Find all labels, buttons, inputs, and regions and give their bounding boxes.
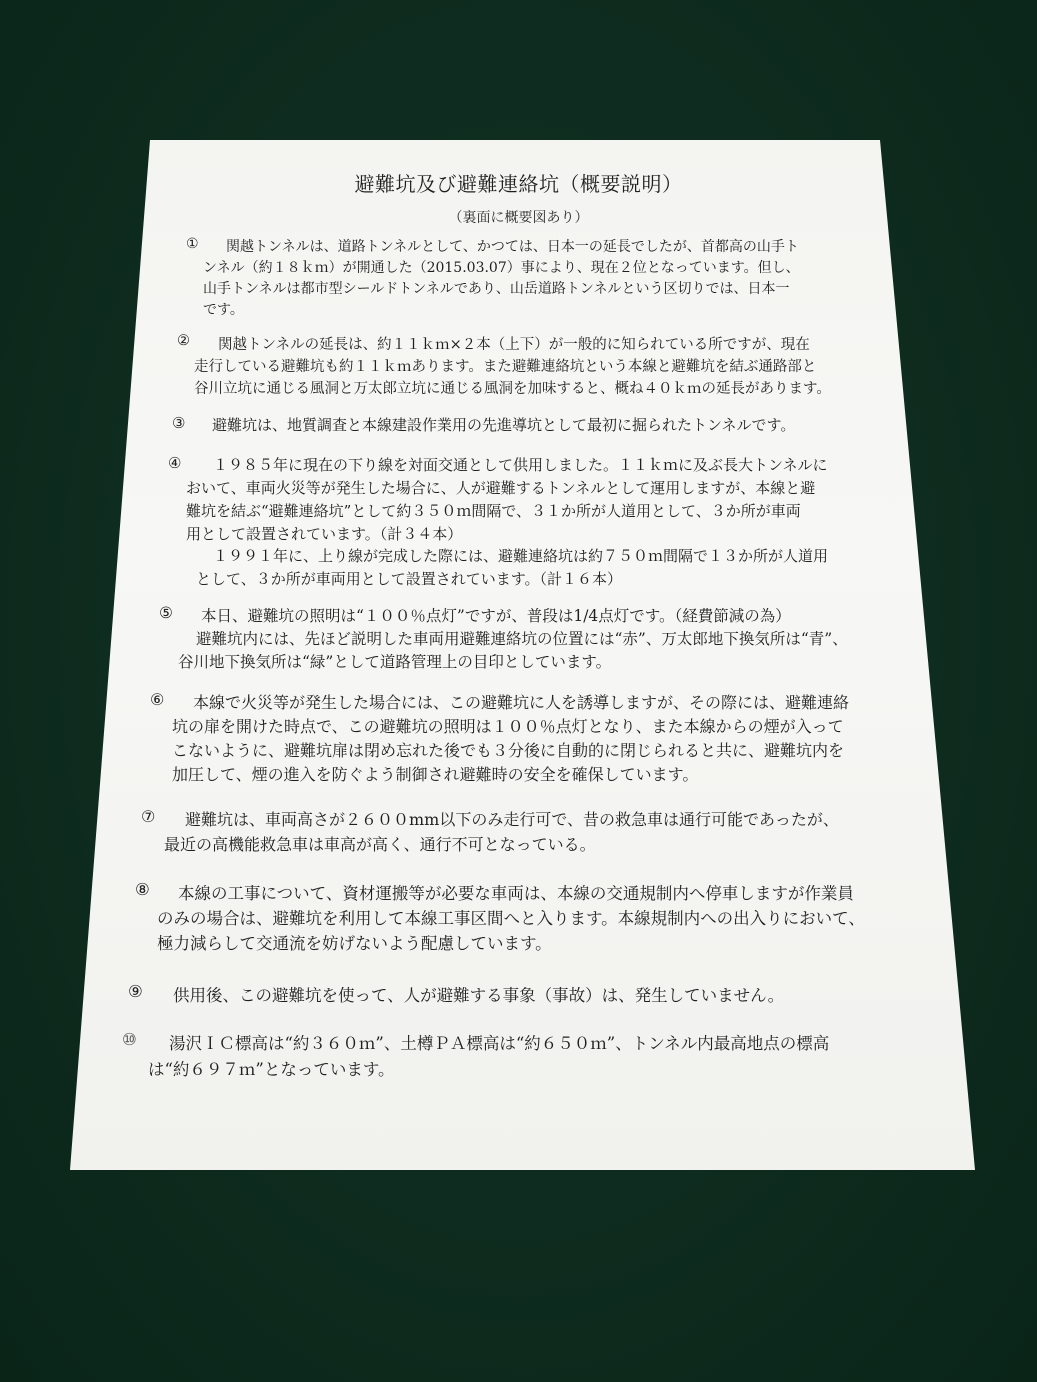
- item-10-line-1: 湯沢ＩＣ標高は“約３６０ｍ”、土樽ＰＡ標高は“約６５０ｍ”、トンネル内最高地点の標高: [169, 1034, 830, 1053]
- item-8-line-3: 極力減らして交通流を妨げないよう配慮しています。: [157, 934, 552, 953]
- item-6-line-3: こないように、避難坑扉は閉め忘れた後でも３分後に自動的に閉じられると共に、避難坑内を: [172, 741, 845, 760]
- item-5-line-2: 避難坑内には、先ほど説明した車両用避難連絡坑の位置には“赤”、万太郎地下換気所は“青”、: [196, 630, 848, 648]
- item-4-number: ④: [168, 454, 182, 472]
- document-subtitle: （裏面に概要図あり）: [448, 210, 589, 226]
- item-8-line-1: 本線の工事について、資材運搬等が必要な車両は、本線の交通規制内へ停車しますが作業員: [178, 884, 854, 903]
- item-1-line-4: です。: [203, 302, 244, 318]
- item-3-line-1: 避難坑は、地質調査と本線建設作業用の先進導坑として最初に掘られたトンネルです。: [212, 416, 796, 434]
- item-4-line-1: １９８５年に現在の下り線を対面交通として供用しました。１１ｋｍに及ぶ長大トンネルに: [213, 456, 828, 474]
- item-5-number: ⑤: [159, 604, 173, 622]
- item-2-line-3: 谷川立坑に通じる風洞と万太郎立坑に通じる風洞を加味すると、概ね４０ｋｍの延長があります。: [194, 381, 831, 397]
- item-10-number: ⑩: [122, 1030, 137, 1049]
- item-4-line-4: 用として設置されています。（計３４本）: [186, 525, 463, 543]
- item-1-line-2: ンネル（約１８ｋｍ）が開通した（2015.03.07）事により、現在２位となっています。但し、: [203, 260, 800, 276]
- item-7-line-2: 最近の高機能救急車は車高が高く、通行不可となっている。: [164, 835, 596, 854]
- item-7-line-1: 避難坑は、車両高さが２６００mm以下のみ走行可で、昔の救急車は通行可能であったが、: [185, 810, 839, 829]
- item-4-line-2: おいて、車両火災等が発生した場合に、人が避難するトンネルとして運用しますが、本線と避: [186, 479, 816, 497]
- document-title: 避難坑及び避難連絡坑（概要説明）: [354, 172, 683, 196]
- item-2-line-1: 関越トンネルの延長は、約１１ｋｍ×２本（上下）が一般的に知られている所ですが、現在: [218, 337, 810, 353]
- item-10-line-2: は“約６９７ｍ”となっています。: [148, 1060, 395, 1079]
- item-6-line-2: 坑の扉を開けた時点で、この避難坑の照明は１００％点灯となり、また本線からの煙が入って: [172, 717, 844, 736]
- item-4-line-5: １９９１年に、上り線が完成した際には、避難連絡坑は約７５０ｍ間隔で１３か所が人道用: [213, 547, 829, 565]
- item-8-number: ⑧: [135, 880, 150, 899]
- item-4-line-6: として、３か所が車両用として設置されています。（計１６本）: [196, 570, 623, 588]
- item-1-line-3: 山手トンネルは都市型シールドトンネルであり、山岳道路トンネルという区切りでは、日本一: [203, 281, 790, 297]
- item-7-number: ⑦: [141, 807, 156, 826]
- item-2-line-2: 走行している避難坑も約１１ｋｍあります。また避難連絡坑という本線と避難坑を結ぶ通路部と: [194, 359, 817, 375]
- item-6-number: ⑥: [150, 690, 165, 709]
- item-1-line-1: 関越トンネルは、道路トンネルとして、かつては、日本一の延長でしたが、首都高の山手ト: [226, 239, 799, 255]
- item-9-number: ⑨: [128, 982, 143, 1001]
- item-5-line-1: 本日、避難坑の照明は“１００％点灯”ですが、普段は1/4点灯です。（経費節減の為）: [201, 607, 791, 625]
- item-6-line-4: 加圧して、煙の進入を防ぐよう制御され避難時の安全を確保しています。: [172, 765, 699, 784]
- item-6-line-1: 本線で火災等が発生した場合には、この避難坑に人を誘導しますが、その際には、避難連絡: [193, 693, 850, 712]
- item-8-line-2: のみの場合は、避難坑を利用して本線工事区間へと入ります。本線規制内への出入りにおいて、: [157, 909, 865, 928]
- item-9-line-1: 供用後、この避難坑を使って、人が避難する事象（事故）は、発生していません。: [173, 986, 785, 1005]
- item-4-line-3: 難坑を結ぶ“避難連絡坑”として約３５０ｍ間隔で、３１か所が人道用として、３か所が車両: [186, 502, 801, 520]
- item-5-line-3: 谷川地下換気所は“緑”として道路管理上の目印としています。: [178, 653, 612, 671]
- item-1-number: ①: [186, 236, 199, 252]
- item-3-number: ③: [172, 414, 186, 432]
- item-2-number: ②: [177, 333, 190, 349]
